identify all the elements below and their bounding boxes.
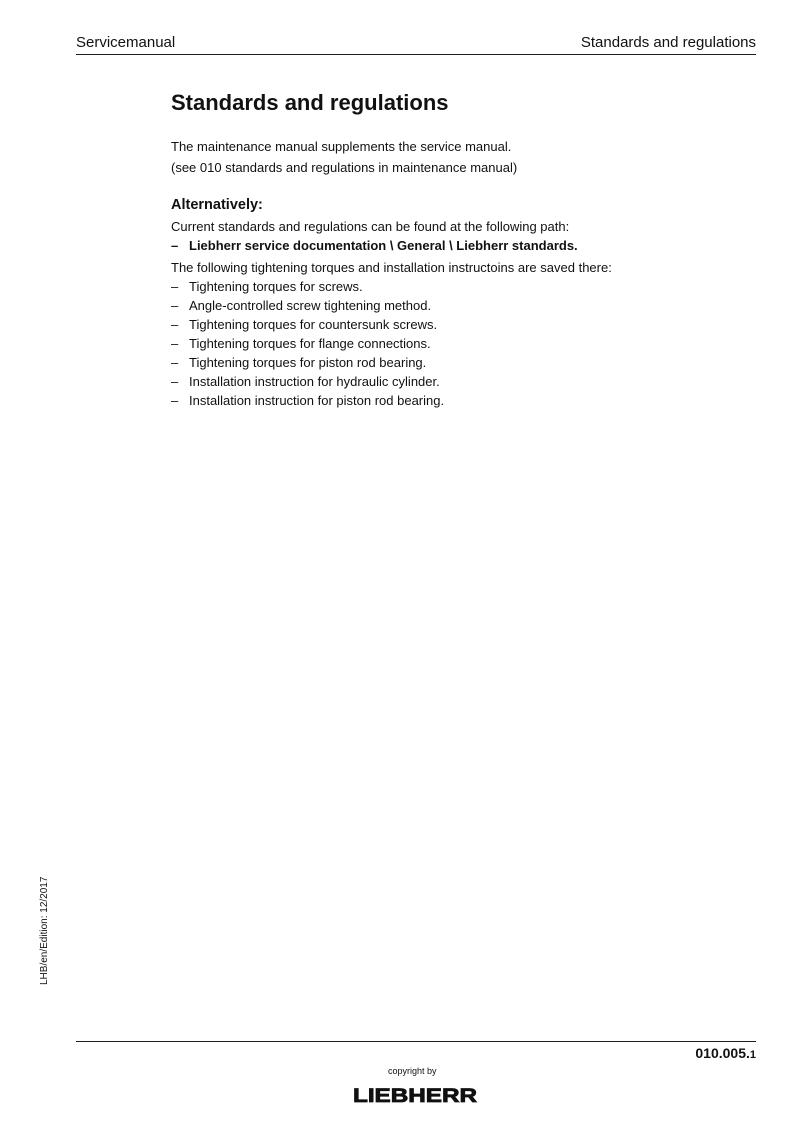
list-item-text: Tightening torques for piston rod bearing. — [189, 355, 427, 370]
intro-paragraph-2: (see 010 standards and regulations in maintenance manual) — [171, 160, 518, 175]
list-item-text: Angle-controlled screw tightening method. — [189, 298, 432, 313]
list-item-text: Installation instruction for piston rod bearing. — [189, 393, 445, 408]
page-number-suffix: 1 — [749, 1049, 756, 1061]
liebherr-logo-graphic — [352, 1085, 478, 1105]
dash-marker: – — [171, 238, 179, 253]
path-list-item — [171, 236, 731, 255]
documents-list — [171, 277, 731, 410]
path-text: Liebherr service documentation \ General \ Liebherr standards. — [189, 238, 578, 253]
list-item — [171, 353, 731, 372]
list-item-text: Installation instruction for hydraulic cylinder. — [189, 374, 440, 389]
liebherr-logo — [352, 1085, 478, 1110]
dash-marker: – — [171, 317, 179, 332]
dash-marker: – — [171, 336, 179, 351]
page-number — [695, 1045, 756, 1061]
path-list — [171, 236, 731, 255]
list-item-text: Tightening torques for flange connections. — [189, 336, 431, 351]
edition-note: LHB/en/Edition: 12/2017 — [39, 876, 50, 985]
copyright-label: copyright by — [388, 1066, 437, 1076]
list-item — [171, 372, 731, 391]
list-item — [171, 296, 731, 315]
logo-text: LIEBHERR — [353, 1086, 478, 1105]
dash-marker: – — [171, 279, 179, 294]
dash-marker: – — [171, 393, 179, 408]
list-item-text: Tightening torques for screws. — [189, 279, 363, 294]
dash-marker: – — [171, 355, 179, 370]
list-intro: The following tightening torques and installation instructoins are saved there: — [171, 260, 612, 275]
alternatively-heading: Alternatively: — [171, 197, 263, 213]
alternative-path-intro: Current standards and regulations can be found at the following path: — [171, 219, 570, 234]
page-content — [171, 90, 731, 410]
list-item — [171, 334, 731, 353]
header-document-name: Servicemanual — [76, 34, 176, 51]
footer-divider — [76, 1041, 756, 1042]
list-item — [171, 315, 731, 334]
dash-marker: – — [171, 374, 179, 389]
page-number-main: 010.005. — [695, 1045, 750, 1061]
page-header — [76, 34, 756, 55]
list-item — [171, 391, 731, 410]
list-item-text: Tightening torques for countersunk screws. — [189, 317, 438, 332]
intro-paragraph-1: The maintenance manual supplements the service manual. — [171, 139, 512, 154]
dash-marker: – — [171, 298, 179, 313]
header-section-name: Standards and regulations — [580, 34, 756, 51]
list-item — [171, 277, 731, 296]
page-title: Standards and regulations — [171, 90, 449, 115]
